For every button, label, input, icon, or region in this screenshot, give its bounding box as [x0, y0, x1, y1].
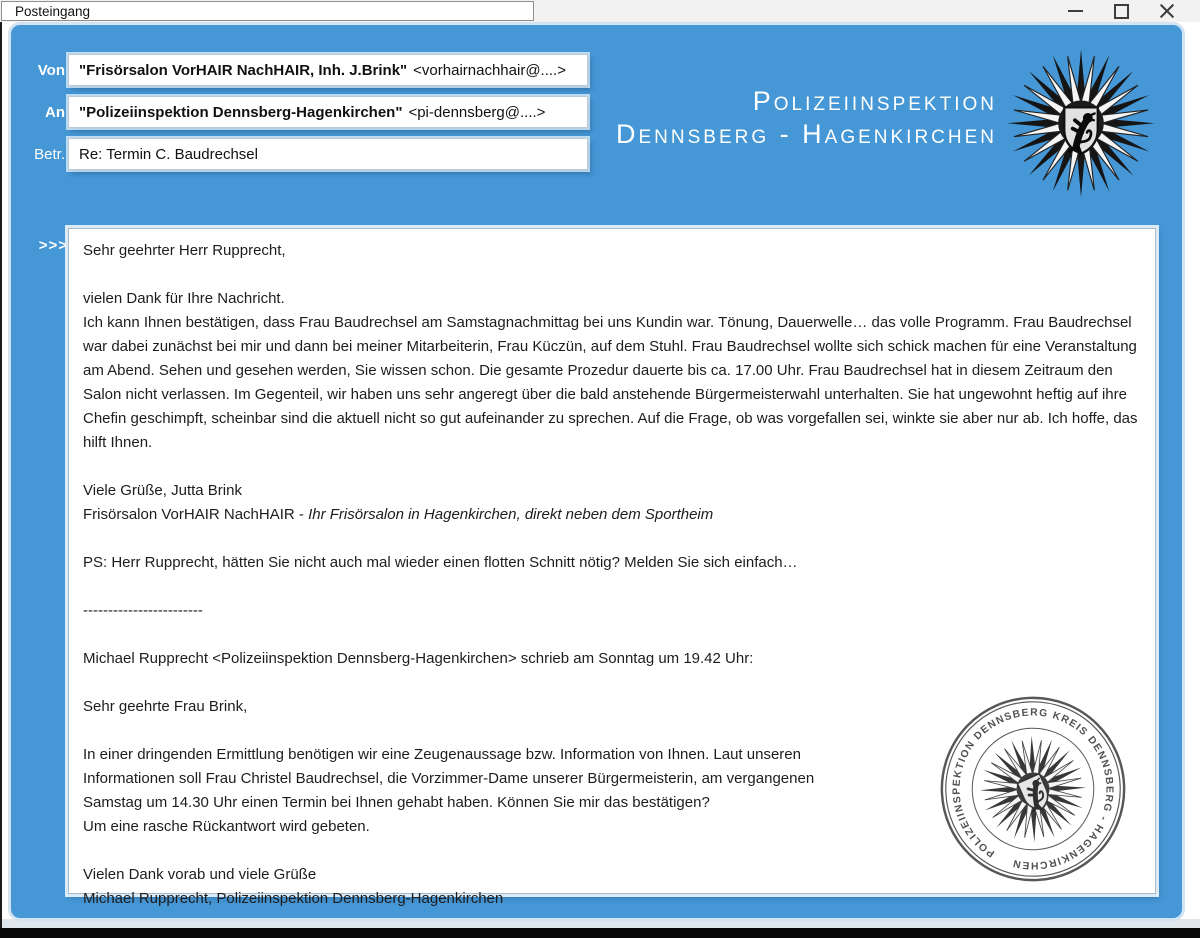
quote-request-line: Um eine rasche Rückantwort wird gebeten. — [83, 818, 370, 835]
maximize-button[interactable] — [1098, 0, 1144, 22]
thanks-line: vielen Dank für Ihre Nachricht. — [83, 290, 285, 307]
from-label: Von — [37, 61, 65, 79]
signature-tagline: Ihr Frisörsalon in Hagenkirchen, direkt neben dem Sportheim — [308, 506, 714, 523]
police-star-icon — [1005, 45, 1157, 197]
from-address: <vorhairnachhair@....> — [413, 61, 566, 79]
quote-header-line: Michael Rupprecht <Polizeiinspektion Dennsberg-Hagenkirchen> schrieb am Sonntag um 19.42 Uhr: — [83, 650, 754, 667]
minimize-icon — [1068, 10, 1083, 12]
subject-field[interactable] — [68, 138, 588, 170]
email-window — [8, 22, 1185, 921]
ps-line: PS: Herr Rupprecht, hätten Sie nicht auch mal wieder einen flotten Schnitt nötig? Melden Sie sich einfach… — [83, 554, 798, 571]
window-titlebar[interactable] — [0, 0, 1200, 22]
to-label: An — [45, 103, 65, 121]
main-paragraph: Ich kann Ihnen bestätigen, dass Frau Baudrechsel am Samstagnachmittag bei uns Kundin war. Tönung, Dauerwelle… das volle Programm. Frau Baudrechsel war dabei zunächst bei mir und dann bei meiner Mitarbeiterin, Frau Küczün, auf dem Stuhl. Frau Baudrechsel wollte sich schick machen für eine Veranstaltung am Abend. Sehen und gesehen werden, Sie wissen schon. Die gesamte Prozedur dauerte bis ca. 17.00 Uhr. Frau Baudrechsel hat in diesem Zeitraum den Salon nicht verlassen. Im Gegenteil, wir haben uns sehr angeregt über die bald anstehende Bürgermeisterwahl unterhalten. Sie hat ungewohnt heftig auf ihre Chefin geschimpft, scheinbar sind die aktuell nicht so gut aufeinander zu sprechen. Auf die Frage, ob was vorgefallen sei, winkte sie aber nur ab. Ich hoffe, das hilft Ihnen. — [83, 314, 1138, 451]
org-name-line1: Polizeiinspektion — [752, 86, 997, 116]
window-title-tab — [1, 1, 534, 21]
message-body — [68, 228, 1156, 907]
from-display-name: "Frisörsalon VorHAIR NachHAIR, Inh. J.Brink" — [79, 61, 408, 79]
screen-left-edge — [0, 22, 2, 928]
signature-name: Frisörsalon VorHAIR NachHAIR - — [83, 506, 309, 523]
police-stamp-icon — [935, 691, 1131, 887]
to-display-name: "Polizeiinspektion Dennsberg-Hagenkirchen" — [79, 103, 403, 121]
signature-line — [83, 503, 1141, 527]
quote-closing-line: Vielen Dank vorab und viele Grüße — [83, 866, 317, 883]
window-title: Posteingang — [15, 3, 91, 19]
close-icon — [1158, 3, 1176, 19]
salutation-line: Sehr geehrter Herr Rupprecht, — [83, 242, 286, 259]
quote-paragraph: In einer dringenden Ermittlung benötigen wir eine Zeugenaussage bzw. Information von Ihnen. Laut unseren Informationen soll Frau Christel Baudrechsel, die Vorzimmer-Dame unserer Bürgermeisterin, am vergangenen Samstag um 14.30 Uhr einen Termin bei Ihnen gehabt haben. Können Sie mir das bestätigen? — [83, 746, 815, 811]
close-button[interactable] — [1144, 0, 1190, 22]
minimize-button[interactable] — [1052, 0, 1098, 22]
window-controls — [1052, 0, 1190, 22]
subject-value: Re: Termin C. Baudrechsel — [79, 145, 258, 163]
stamp-ring-text: POLIZEIINSPEKTION DENNSBERG KREIS DENNSBERG - HAGENKIRCHEN — [951, 707, 1115, 871]
closing-line: Viele Grüße, Jutta Brink — [83, 482, 242, 499]
org-header — [616, 85, 997, 151]
quote-signature-line: Michael Rupprecht, Polizeiinspektion Dennsberg-Hagenkirchen — [83, 890, 504, 907]
org-name-line2: Dennsberg - Hagenkirchen — [616, 119, 997, 149]
quote-salutation-line: Sehr geehrte Frau Brink, — [83, 698, 248, 715]
to-address: <pi-dennsberg@....> — [408, 103, 546, 121]
screen-bottom-bar — [0, 928, 1200, 938]
quote-marker: >>> — [38, 237, 68, 254]
from-field[interactable] — [68, 54, 588, 86]
subject-label: Betr. — [34, 145, 65, 163]
divider-line: ------------------------ — [83, 602, 203, 619]
maximize-icon — [1114, 4, 1129, 19]
to-field[interactable] — [68, 96, 588, 128]
